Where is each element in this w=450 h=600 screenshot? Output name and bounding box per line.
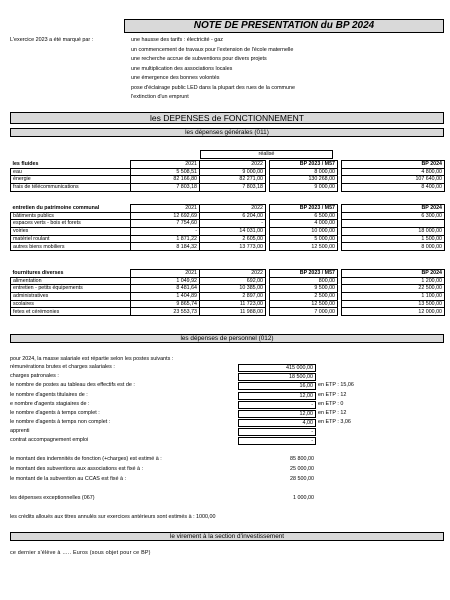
personnel-row: e nombre d'agents stagiaires de : - en ETP : 0 [10,401,344,408]
personnel-intro: pour 2024, la masse salariale est répartie selon les postes suivants : [10,356,174,362]
table-row: entretien - petits équipements 8 481,64 10 385,00 9 500,00 22 500,00 [11,285,445,293]
list-item: une multiplication des associations locales [131,65,233,72]
table-row: fetes et cérémonies 23 553,73 11 988,00 7 000,00 12 000,00 [11,308,445,316]
extra-row: le montant des subventions aux associations est fixé à : 25 000,00 [10,466,314,472]
personnel-row: contrat accompagnement emploi - [10,437,444,445]
table-title: fournitures diverses [11,270,131,278]
exceptionnelles-row: les dépenses exceptionnelles (067) 1 000,00 [10,495,314,501]
personnel-row: le nombre d'agents titulaires de : 12,00 en ETP : 12 [10,392,347,399]
realise-label: réalisé [200,150,333,159]
table-row: autres biens mobiliers 8 184,32 13 773,00 12 500,00 8 000,00 [11,243,445,251]
col-bp2024: BP 2024 [342,161,445,169]
list-item: une hausse des tarifs : électricité - gaz [131,37,223,43]
personnel-row: le nombre d'agents à temps complet : 12,00 en ETP : 12 [10,410,347,417]
table-row: matériel roulant 1 871,22 2 605,00 5 000,00 1 500,00 [11,235,445,243]
table-row: espaces verts - bois et forets 7 754,60 - 4 000,00 [11,220,445,228]
col-2021: 2021 [131,161,200,169]
personnel-row: charges patronales : 18 500,00 [10,373,444,381]
table-row: scolaires 9 865,74 11 723,00 12 500,00 13 500,00 [11,300,445,308]
list-item: un commencement de travaux pour l'extension de l'école maternelle [131,46,294,53]
personnel-row: apprenti - [10,428,444,436]
section-generales-header: les dépenses générales (011) [10,128,444,137]
table-header-row: entretien du patrimoine communal 2021 2022 BP 2023 / M57 BP 2024 [11,205,445,213]
list-item: une recherche accrue de subventions pour divers projets [131,56,267,62]
fluides-table [10,160,445,192]
table-row: frais de télécommunications 7 803,18 7 803,18 9 000,00 8 400,00 [11,184,445,192]
intro-list [131,37,295,104]
list-item: pose d'éclairage public LED dans la plupart des rues de la commune [131,84,296,91]
list-item: une émergence des bonnes volontés [131,75,220,81]
section-personnel-header: les dépenses de personnel (012) [10,334,444,343]
table-title: les fluides [11,161,131,169]
table-row: administratives 1 404,89 2 897,00 2 500,00 1 100,00 [11,293,445,301]
personnel-row: le nombre d'agents à temps non complet : 4,00 en ETP : 3,06 [10,419,351,426]
section-virement-header: le virement à la section d'investissement [10,532,444,541]
list-item: l'extinction d'un emprunt [131,94,189,100]
credits-line: les crédits alloués aux titres annulés sur exercices antérieurs sont estimés à : 1000,00 [10,514,216,520]
extra-row: le montant des indemnités de fonction (+charges) est estimé à : 85 800,00 [10,456,314,462]
table-row: voiries - 14 031,00 10 000,00 18 000,00 [11,228,445,236]
table-row: énergie 82 166,80 82 271,00 130 268,00 107 640,00 [11,176,445,184]
table-row: eau 5 508,51 9 000,00 8 000,00 4 800,00 [11,168,445,176]
table-title: entretien du patrimoine communal [11,205,131,213]
table-row: bâtiments publics 12 692,69 6 204,00 6 500,00 6 300,00 [11,212,445,220]
table-row: alimentation 1 049,92 692,00 800,00 1 200,00 [11,277,445,285]
section-fonctionnement-header: les DEPENSES de FONCTIONNEMENT [10,112,444,124]
col-bp2023: BP 2023 / M57 [270,161,338,169]
col-2022: 2022 [200,161,266,169]
page-title: NOTE DE PRESENTATION du BP 2024 [124,19,444,33]
entretien-table [10,204,445,251]
table-header-row [11,161,445,169]
table-header-row: fournitures diverses 2021 2022 BP 2023 / M57 BP 2024 [11,270,445,278]
personnel-row: le nombre de postes au tableau des effectifs est de : 16,00 en ETP : 15,06 [10,382,354,389]
virement-note: ce dernier s'élève à ….. Euros (sous objet pour ce BP) [10,550,151,556]
extra-row: le montant de la subvention au CCAS est fixé à : 28 500,00 [10,476,314,482]
intro-label: L'exercice 2023 a été marqué par : [10,37,94,43]
fournitures-table [10,269,445,316]
personnel-row: rémunérations brutes et charges salariales : 415 000,00 [10,364,444,372]
